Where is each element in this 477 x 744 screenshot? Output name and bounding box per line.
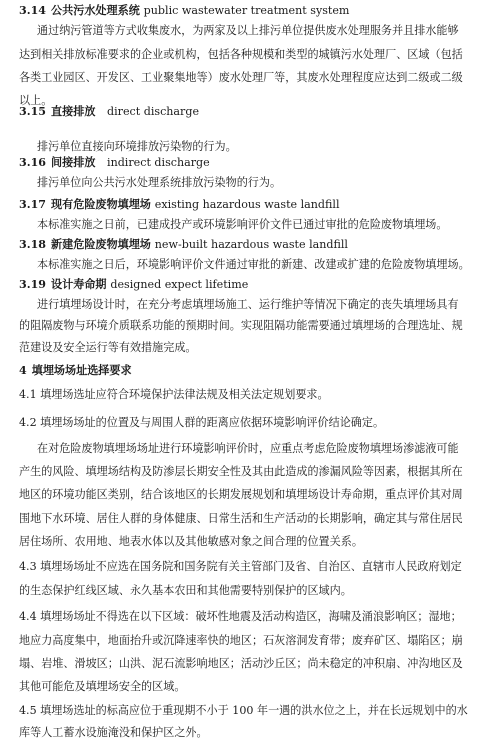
paragraph-line: 库等人工蓄水设施淹没和保护区之外。 — [19, 726, 208, 739]
clause-4-5: 4.5 填埋场选址的标高应位于重现期不小于 100 年一遇的洪水位之上，并在长远规划中的水 — [19, 704, 468, 717]
section-title-en: public wastewater treatment system — [143, 4, 350, 17]
paragraph-line: 其他可能危及填埋场安全的区域。 — [19, 680, 186, 693]
section-number: 3.14 — [19, 4, 47, 17]
clause-4-3: 4.3 填埋场场址不应选在国务院和国务院有关主管部门及省、自治区、直辖市人民政府划定 — [19, 560, 462, 573]
paragraph-line: 塌、岩堆、滑坡区；山洪、泥石流影响地区；活动沙丘区；尚未稳定的冲积扇、冲沟地区及 — [19, 657, 463, 670]
paragraph-line: 居住场所、农用地、地表水体以及其他敏感对象之间合理的位置关系。 — [19, 535, 363, 548]
paragraph-line: 范建设及安全运行等有效措施完成。 — [19, 341, 197, 354]
section-3-15-heading — [19, 101, 477, 123]
paragraph-line: 本标准实施之日后，环境影响评价文件通过审批的新建、改建或扩建的危险废物填埋场。 — [37, 258, 470, 271]
paragraph-line: 进行填埋场设计时，在充分考虑填埋场施工、运行维护等情况下确定的丧失填埋场具有 — [37, 298, 459, 311]
section-title-en: new-built hazardous waste landfill — [154, 238, 348, 251]
paragraph-line: 排污单位直接向环境排放污染物的行为。 — [37, 140, 237, 153]
section-number: 3.19 — [19, 278, 47, 291]
section-title-en: indirect discharge — [107, 156, 210, 169]
paragraph-line: 达到相关排放标准要求的企业或机构，包括各种规模和类型的城镇污水处理厂、区域（包括 — [19, 48, 463, 61]
paragraph-line: 通过纳污管道等方式收集废水，为两家及以上排污单位提供废水处理服务并且排水能够 — [37, 24, 459, 37]
paragraph-line: 围地下水环境、居住人群的身体健康、日常生活和生产活动的长期影响，确定其与常住居民 — [19, 512, 463, 525]
section-title: 现有危险废物填埋场 — [51, 198, 151, 211]
paragraph-line: 排污单位向公共污水处理系统排放污染物的行为。 — [37, 176, 282, 189]
section-title: 新建危险废物填埋场 — [51, 238, 151, 251]
section-3-14-heading — [19, 0, 477, 22]
section-title-en: existing hazardous waste landfill — [154, 198, 340, 211]
paragraph-line: 的阻隔废物与环境介质联系功能的预期时间。实现阻隔功能需要通过填埋场的合理选址、规 — [19, 319, 463, 332]
clause-4-4: 4.4 填埋场场址不得选在以下区域：破坏性地震及活动构造区，海啸及涌浪影响区；湿地； — [19, 610, 462, 623]
section-number: 3.15 — [19, 105, 47, 118]
section-number: 3.17 — [19, 198, 47, 211]
paragraph-line: 在对危险废物填埋场场址进行环境影响评价时，应重点考虑危险废物填埋场渗滤液可能 — [37, 442, 459, 455]
paragraph-line: 各类工业园区、开发区、工业聚集地等）废水处理厂等，其废水处理程度应达到二级或二级 — [19, 71, 463, 84]
paragraph-line: 产生的风险、填埋场结构及防渗层长期安全性及其由此造成的渗漏风险等因素，根据其所在 — [19, 465, 463, 478]
section-3-18-heading — [19, 234, 477, 256]
section-title-en: direct discharge — [107, 105, 200, 118]
clause-4-2: 4.2 填埋场场址的位置及与周围人群的距离应依据环境影响评价结论确定。 — [19, 416, 385, 429]
section-title-en: designed expect lifetime — [110, 278, 249, 291]
section-3-16-heading — [19, 152, 477, 174]
chapter-4-heading — [19, 360, 477, 382]
paragraph-line: 本标准实施之日前，已建成投产或环境影响评价文件已通过审批的危险废物填埋场。 — [37, 218, 448, 231]
section-title: 公共污水处理系统 — [51, 4, 140, 17]
section-number: 3.16 — [19, 156, 47, 169]
paragraph-line: 地区的环境功能区类别，结合该地区的长期发展规划和填埋场设计寿命期，重点评价其对周 — [19, 488, 463, 501]
section-number: 3.18 — [19, 238, 47, 251]
paragraph-line: 的生态保护红线区域、永久基本农田和其他需要特别保护的区域内。 — [19, 584, 352, 597]
section-title: 间接排放 — [51, 156, 96, 169]
paragraph-line: 以上。 — [19, 94, 53, 107]
clause-4-1: 4.1 填埋场选址应符合环境保护法律法规及相关法定规划要求。 — [19, 388, 329, 401]
section-3-17-heading — [19, 194, 477, 216]
section-number: 4 — [19, 364, 27, 377]
section-title: 填埋场场址选择要求 — [31, 364, 132, 377]
section-title: 直接排放 — [51, 105, 96, 118]
section-title: 设计寿命期 — [51, 278, 107, 291]
section-3-19-heading — [19, 274, 477, 296]
paragraph-line: 地应力高度集中，地面抬升或沉降速率快的地区；石灰溶洞发育带；废弃矿区、塌陷区；崩 — [19, 634, 463, 647]
